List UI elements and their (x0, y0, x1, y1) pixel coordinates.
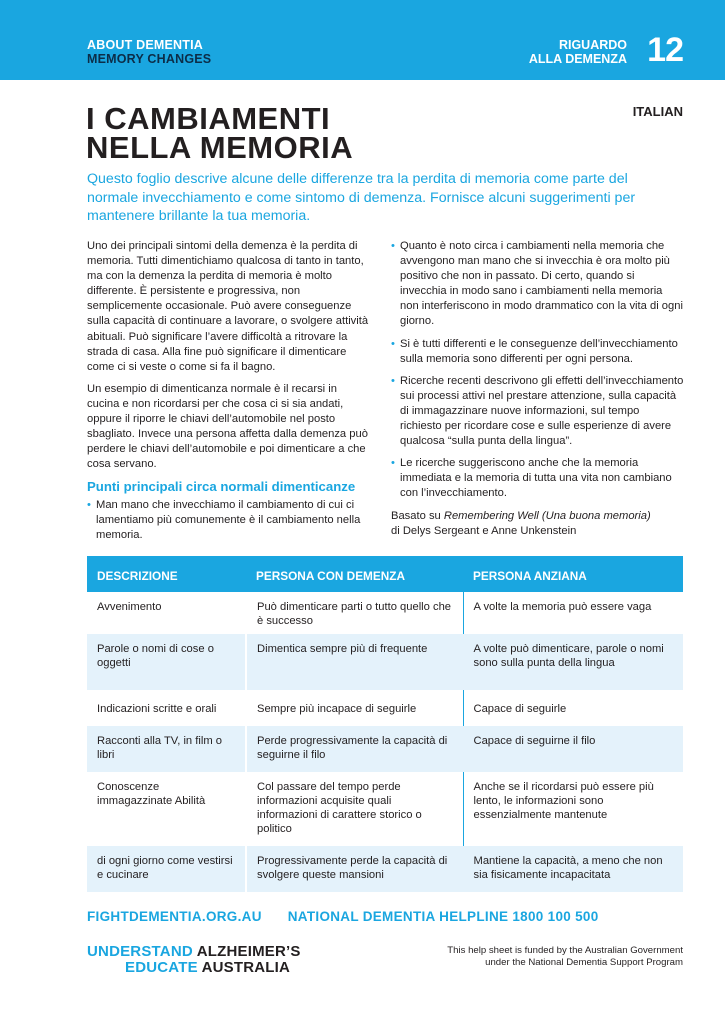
organisation-logo (87, 944, 301, 976)
logo-word: AUSTRALIA (201, 959, 291, 976)
logo-row2 (87, 960, 301, 976)
table-cell: Mantiene la capacità, a meno che non sia fisicamente incapacitata (463, 846, 683, 892)
body-paragraph: Uno dei principali sintomi della demenza è la perdita di memoria. Tutti dimentichiamo qualcosa di tanto in tanto, ma con la demenza la perdita di memoria è molto differente. È persistente e progressiva, non semplicemente occasionale. Può avere conseguenze sulla capacità di continuare a lavorare, o svolgere attività abituali. Può significare l’avere difficoltà a ritrovare la strada di casa. Alla fine può significare il dimenticare come ci si veste o come si fa il bagno. (87, 240, 369, 373)
logo-row1 (87, 944, 301, 960)
table-cell: A volte può dimenticare, parole o nomi sono sulla punta della lingua (463, 634, 683, 690)
bullet-item: • Le ricerche suggeriscono anche che la memoria immediata e la memoria di tutta una vita non cambiano con l’invecchiamento. (391, 456, 684, 501)
table-cell: Indicazioni scritte e orali (87, 690, 246, 726)
table-cell: Dimentica sempre più di frequente (246, 634, 463, 690)
table-cell: di ogni giorno come vestirsi e cucinare (87, 846, 246, 892)
funding-notice (447, 945, 683, 969)
table-cell: Capace di seguirne il filo (463, 726, 683, 772)
header-translated-line2: ALLA DEMENZA (528, 52, 627, 66)
intro-paragraph: Questo foglio descrive alcune delle differenze tra la perdita di memoria come parte del normale invecchiamento e come sintomo di demenza. Fornisce alcuni suggerimenti per mantenere brillante la tua memoria. (87, 171, 636, 224)
table-row (87, 846, 683, 892)
logo-word: EDUCATE (125, 959, 198, 976)
page-title-line1: I CAMBIAMENTI (86, 101, 331, 136)
table-header: DESCRIZIONE (87, 556, 246, 592)
header-translated-line1: RIGUARDO (558, 38, 627, 52)
logo-word: ALZHEIMER’S (196, 943, 301, 960)
table-cell: A volte la memoria può essere vaga (463, 592, 683, 634)
header-translated-series (529, 38, 627, 66)
table-cell: Perde progressivamente la capacità di seguirne il filo (246, 726, 463, 772)
table-cell: Anche se il ricordarsi può essere più lento, le informazioni sono essenzialmente mantenute (463, 772, 683, 846)
source-title: Remembering Well (Una buona memoria) (443, 509, 651, 522)
table-cell: Avvenimento (87, 592, 246, 634)
table-header: PERSONA ANZIANA (463, 556, 683, 592)
sheet-number: 12 (647, 31, 683, 69)
left-column (87, 239, 372, 550)
comparison-table (87, 556, 683, 892)
table-cell: Progressivamente perde la capacità di svolgere queste mansioni (246, 846, 463, 892)
header-series (87, 38, 211, 66)
table-header: PERSONA CON DEMENZA (246, 556, 463, 592)
table-cell: Capace di seguirle (463, 690, 683, 726)
funding-line1: This help sheet is funded by the Australian Government (447, 945, 683, 956)
funding-line2: under the National Dementia Support Program (485, 957, 683, 968)
table-cell: Conoscenze immagazzinate Abilità (87, 772, 246, 846)
table-row (87, 634, 683, 690)
right-column (391, 239, 684, 539)
source-citation (391, 509, 684, 539)
table-cell: Col passare del tempo perde informazioni acquisite quali informazioni di carattere storico o politico (246, 772, 463, 846)
body-paragraph: Un esempio di dimenticanza normale è il recarsi in cucina e non ricordarsi per che cosa ci si sia andati, oppure il riporre le chiavi dell’automobile nel posto sbagliato. Invece una persona affetta dalla demenza può perdere le chiavi dell’automobile e poi dimenticare a che cosa servano. (87, 382, 368, 471)
footer-contact (87, 909, 599, 924)
page-title (86, 101, 354, 165)
table-row (87, 772, 683, 846)
header-series-line1: ABOUT DEMENTIA (87, 38, 203, 52)
source-authors: di Delys Sergeant e Anne Unkenstein (391, 524, 577, 537)
bullet-item: • Man mano che invecchiamo il cambiamento di cui ci lamentiamo più comunemente è il cambiamento nella memoria. (87, 498, 372, 543)
language-label: ITALIAN (632, 104, 683, 119)
table-row (87, 690, 683, 726)
table-cell: Parole o nomi di cose o oggetti (87, 634, 246, 690)
table-cell: Sempre più incapace di seguirle (246, 690, 463, 726)
logo-word: UNDERSTAND (87, 943, 193, 960)
table-row (87, 726, 683, 772)
helpline-text: NATIONAL DEMENTIA HELPLINE 1800 100 500 (287, 909, 599, 924)
section-heading: Punti principali circa normali dimenticanze (87, 479, 356, 495)
table-header-row (87, 556, 683, 592)
bullet-item: • Si è tutti differenti e le conseguenze dell’invecchiamento sulla memoria sono differenti per ogni persona. (391, 337, 684, 367)
page-title-line2: NELLA MEMORIA (86, 130, 354, 165)
table-row (87, 592, 683, 634)
header-bar (0, 0, 725, 80)
source-prefix: Basato su (391, 509, 444, 522)
table-cell: Racconti alla TV, in film o libri (87, 726, 246, 772)
website-link[interactable]: FIGHTDEMENTIA.ORG.AU (87, 909, 262, 924)
header-series-line2: MEMORY CHANGES (87, 52, 212, 66)
bullet-item: • Quanto è noto circa i cambiamenti nella memoria che avvengono man mano che si invecchia è ora molto più positivo che non in passato. Di certo, quando si invecchia in modo sano i cambiamenti nella memoria non interferiscono in modo drammatico con la vita di ogni giorno. (391, 239, 684, 330)
table-cell: Può dimenticare parti o tutto quello che è successo (246, 592, 463, 634)
bullet-item: • Ricerche recenti descrivono gli effetti dell’invecchiamento sui processi attivi nel prestare attenzione, sulla capacità di immagazzinare nuove informazioni, sul tempo richiesto per ricordare cose e sulle esperienze di avere qualcosa “sulla punta della lingua”. (391, 374, 684, 449)
